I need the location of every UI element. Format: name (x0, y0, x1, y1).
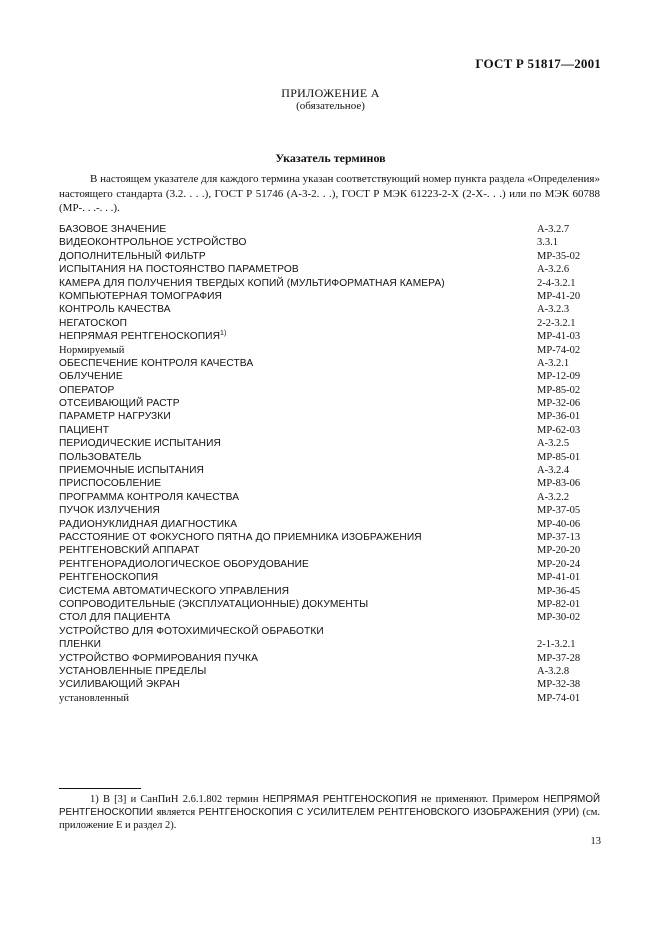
footnote-term: РЕНТГЕНОСКОПИЯ С УСИЛИТЕЛЕМ РЕНТГЕНОВСКОГО ИЗОБРАЖЕНИЯ (УРИ) (198, 807, 580, 818)
term-name-text: КОНТРОЛЬ КАЧЕСТВА (59, 304, 171, 316)
term-row (59, 384, 600, 397)
appendix-status: (обязательное) (296, 100, 365, 112)
term-code: МР-74-01 (537, 692, 581, 704)
term-name-text: РЕНТГЕНОСКОПИЯ (59, 572, 159, 584)
term-row (59, 397, 600, 410)
term-code: МР-62-03 (537, 424, 581, 436)
term-name (59, 598, 368, 611)
term-name-text: КАМЕРА ДЛЯ ПОЛУЧЕНИЯ ТВЕРДЫХ КОПИЙ (МУЛЬТИФОРМАТНАЯ КАМЕРА) (59, 277, 445, 289)
term-name (59, 437, 221, 450)
term-name (59, 236, 247, 249)
term-name (59, 250, 206, 263)
term-row (59, 491, 600, 504)
term-row (59, 303, 600, 316)
term-row (59, 357, 600, 370)
term-name (59, 223, 166, 236)
term-name (59, 585, 289, 598)
term-code: МР-85-02 (537, 384, 581, 396)
term-code: 2-2-3.2.1 (537, 317, 576, 329)
term-code: 2-4-3.2.1 (537, 277, 576, 289)
term-name (59, 397, 180, 410)
term-row (59, 464, 600, 477)
term-name-text: ДОПОЛНИТЕЛЬНЫЙ ФИЛЬТР (59, 250, 206, 262)
term-row (59, 223, 600, 236)
term-row (59, 410, 600, 423)
term-name (59, 263, 299, 276)
term-name-text: ПАЦИЕНТ (59, 424, 110, 436)
term-row (59, 665, 600, 678)
term-code: А-3.2.6 (537, 264, 570, 276)
term-name (59, 504, 160, 517)
term-code: МР-32-06 (537, 398, 581, 410)
term-name-text: ОПЕРАТОР (59, 384, 115, 396)
term-name-text: ОБЛУЧЕНИЕ (59, 371, 123, 383)
term-name-text: установленный (59, 692, 130, 704)
term-name (59, 611, 170, 624)
term-name (59, 531, 422, 544)
term-name-text: ПУЧОК ИЗЛУЧЕНИЯ (59, 505, 160, 517)
document-code: ГОСТ Р 51817—2001 (475, 56, 601, 71)
term-row (59, 477, 600, 490)
term-row (59, 585, 600, 598)
term-code: МР-37-13 (537, 531, 581, 543)
term-name-text: СИСТЕМА АВТОМАТИЧЕСКОГО УПРАВЛЕНИЯ (59, 585, 290, 597)
term-name-text: СТОЛ ДЛЯ ПАЦИЕНТА (59, 612, 171, 624)
footnote-text: является (153, 807, 199, 818)
term-code: 3.3.1 (537, 237, 558, 249)
term-code: МР-36-01 (537, 411, 581, 423)
term-name-text: СОПРОВОДИТЕЛЬНЫЕ (ЭКСПЛУАТАЦИОННЫЕ) ДОКУМЕНТЫ (59, 598, 369, 610)
term-name (59, 303, 171, 316)
footnote-marker: 1) (220, 330, 227, 338)
term-name (59, 678, 180, 691)
term-code: А-3.2.4 (537, 465, 570, 477)
term-name-text: ИСПЫТАНИЯ НА ПОСТОЯНСТВО ПАРАМЕТРОВ (59, 264, 299, 276)
term-row (59, 678, 600, 691)
term-name-text: ПРОГРАММА КОНТРОЛЯ КАЧЕСТВА (59, 491, 240, 503)
term-row (59, 558, 600, 571)
term-name-text: ОБЕСПЕЧЕНИЕ КОНТРОЛЯ КАЧЕСТВА (59, 357, 254, 369)
footnote-text: не применяют. Примером (416, 794, 544, 805)
term-row (59, 531, 600, 544)
term-name (59, 344, 125, 357)
term-name-text: БАЗОВОЕ ЗНАЧЕНИЕ (59, 224, 167, 235)
footnote-text: (см. приложение Е и раздел 2). (59, 807, 600, 831)
term-code: МР-40-06 (537, 518, 581, 530)
term-row (59, 236, 600, 249)
term-row (59, 330, 600, 343)
term-row (59, 504, 600, 517)
term-row (59, 424, 600, 437)
terms-index (59, 223, 600, 705)
term-code: А-3.2.2 (537, 491, 570, 503)
term-name (59, 491, 239, 504)
term-row (59, 638, 600, 651)
term-code: МР-74-02 (537, 344, 581, 356)
page-number: 13 (590, 836, 601, 847)
term-name (59, 384, 114, 397)
term-name (59, 290, 222, 303)
term-code: МР-83-06 (537, 478, 581, 490)
term-row (59, 263, 600, 276)
term-row (59, 277, 600, 290)
term-code: МР-82-01 (537, 598, 581, 610)
term-name-text: ВИДЕОКОНТРОЛЬНОЕ УСТРОЙСТВО (59, 237, 247, 249)
term-code: МР-36-45 (537, 585, 581, 597)
term-name (59, 692, 129, 705)
term-code: МР-30-02 (537, 612, 581, 624)
term-row (59, 437, 600, 450)
term-code: 2-1-3.2.1 (537, 639, 576, 651)
term-name (59, 625, 324, 638)
term-name (59, 544, 200, 557)
term-row (59, 652, 600, 665)
term-name-text: КОМПЬЮТЕРНАЯ ТОМОГРАФИЯ (59, 290, 223, 302)
term-row (59, 598, 600, 611)
term-name (59, 330, 226, 343)
term-row (59, 451, 600, 464)
term-name (59, 652, 258, 665)
term-row (59, 611, 600, 624)
term-code: МР-20-24 (537, 558, 581, 570)
term-row (59, 344, 600, 357)
term-code: МР-32-38 (537, 679, 581, 691)
term-code: А-3.2.7 (537, 224, 570, 235)
term-code: МР-35-02 (537, 250, 581, 262)
term-name (59, 571, 158, 584)
term-name-text: ПРИСПОСОБЛЕНИЕ (59, 478, 162, 490)
term-name (59, 410, 171, 423)
term-name-text: Нормируемый (59, 344, 125, 356)
term-name-text: ПАРАМЕТР НАГРУЗКИ (59, 411, 171, 423)
term-name-text: РЕНТГЕНОРАДИОЛОГИЧЕСКОЕ ОБОРУДОВАНИЕ (59, 558, 309, 570)
term-code: МР-85-01 (537, 451, 581, 463)
term-name (59, 665, 206, 678)
term-row (59, 518, 600, 531)
term-name-text: ОТСЕИВАЮЩИЙ РАСТР (59, 398, 180, 410)
term-name (59, 518, 237, 531)
term-code: МР-37-05 (537, 505, 581, 517)
footnote-term: НЕПРЯМАЯ РЕНТГЕНОСКОПИЯ (262, 794, 417, 805)
footnote-term: НЕПРЯМОЙ РЕНТГЕНОСКОПИИ (59, 794, 600, 818)
term-name-text: РАССТОЯНИЕ ОТ ФОКУСНОГО ПЯТНА ДО ПРИЕМНИКА ИЗОБРАЖЕНИЯ (59, 531, 422, 543)
term-name (59, 370, 123, 383)
term-name-text: ПОЛЬЗОВАТЕЛЬ (59, 451, 142, 463)
intro-paragraph: В настоящем указателе для каждого термина указан соответствующий номер пункта раздела «Определения» настоящего стандарта (3.2. . . .), ГОСТ Р 51746 (А-3-2. . .), ГОСТ Р МЭК 61223-2-Х (2-Х-. . .) или по МЭК 60788 (МР-. . .-. . .). (59, 173, 600, 214)
footnote-divider (59, 788, 141, 789)
term-code: А-3.2.5 (537, 438, 570, 450)
term-row (59, 692, 600, 705)
term-name-text: ПЕРИОДИЧЕСКИЕ ИСПЫТАНИЯ (59, 438, 222, 450)
term-name (59, 317, 127, 330)
term-code: МР-20-20 (537, 545, 581, 557)
term-name (59, 357, 253, 370)
appendix-title: ПРИЛОЖЕНИЕ А (281, 86, 380, 100)
term-name (59, 638, 101, 651)
term-name-text: ПРИЕМОЧНЫЕ ИСПЫТАНИЯ (59, 465, 204, 477)
footnote-text: 1) В [3] и СанПиН 2.6.1.802 термин (90, 794, 263, 805)
term-name-text: УСТРОЙСТВО ФОРМИРОВАНИЯ ПУЧКА (59, 652, 258, 664)
section-title: Указатель терминов (275, 151, 386, 165)
term-name-text: РАДИОНУКЛИДНАЯ ДИАГНОСТИКА (59, 518, 238, 530)
term-name (59, 464, 204, 477)
term-row (59, 317, 600, 330)
term-code: МР-37-28 (537, 652, 581, 664)
footnote (59, 793, 600, 832)
term-row (59, 625, 600, 638)
term-name (59, 558, 309, 571)
term-code: А-3.2.3 (537, 304, 570, 316)
term-code: МР-41-01 (537, 572, 581, 584)
term-code: А-3.2.8 (537, 665, 570, 677)
term-row (59, 250, 600, 263)
term-row (59, 370, 600, 383)
term-name-text: РЕНТГЕНОВСКИЙ АППАРАТ (59, 545, 200, 557)
term-row (59, 290, 600, 303)
term-name (59, 424, 109, 437)
term-code: МР-12-09 (537, 371, 581, 383)
term-name (59, 451, 141, 464)
term-name-text: УСТРОЙСТВО ДЛЯ ФОТОХИМИЧЕСКОЙ ОБРАБОТКИ (59, 625, 324, 637)
term-code: МР-41-20 (537, 290, 581, 302)
term-row (59, 571, 600, 584)
term-name-text: ПЛЕНКИ (59, 639, 102, 651)
term-name-text: УСИЛИВАЮЩИЙ ЭКРАН (59, 679, 180, 691)
term-name-text: НЕГАТОСКОП (59, 317, 128, 329)
term-code: А-3.2.1 (537, 357, 570, 369)
appendix-heading (0, 87, 661, 112)
term-name (59, 477, 161, 490)
term-name-text: УСТАНОВЛЕННЫЕ ПРЕДЕЛЫ (59, 665, 207, 677)
term-name-text: НЕПРЯМАЯ РЕНТГЕНОСКОПИЯ (59, 331, 221, 343)
term-code: МР-41-03 (537, 331, 581, 343)
term-name (59, 277, 445, 290)
term-row (59, 544, 600, 557)
